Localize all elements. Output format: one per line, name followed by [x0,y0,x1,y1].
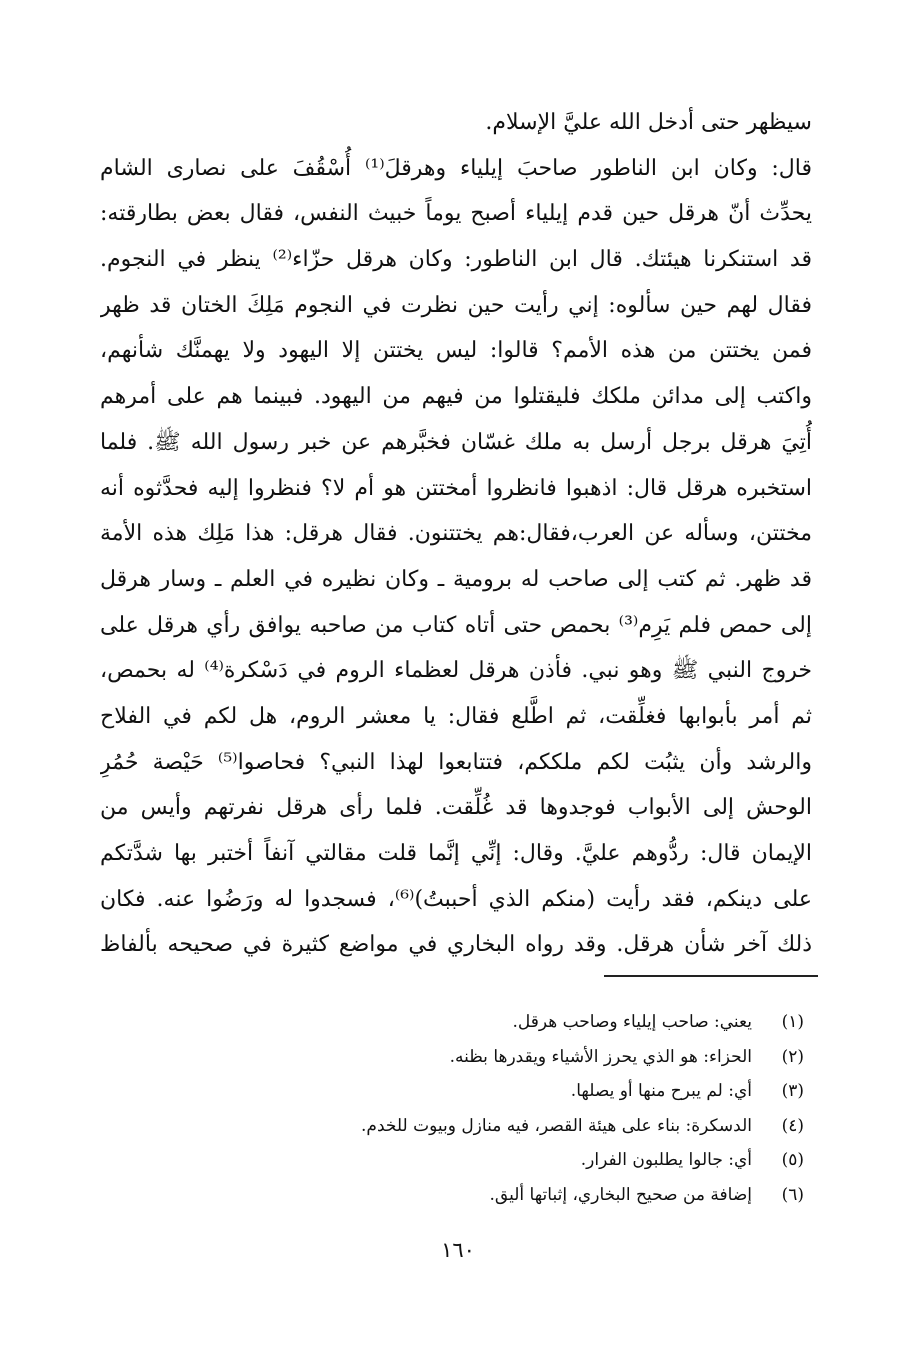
footnote-item [164,1178,804,1213]
text-line: فقال لهم حين سألوه: إني رأيت حين نظرت في النجوم مَلِكَ الختان قد ظهر [100,292,812,318]
text-line: قال: وكان ابن الناطور صاحبَ إيلياء وهرقلَ⁽¹⁾ أُسْقُفَ على نصارى الشام [100,155,812,181]
text-line: خروج النبي ﷺ وهو نبي. فأذن هرقل لعظماء الروم في دَسْكرة⁽⁴⁾ له بحمص، [100,658,812,684]
footnote-item [164,1074,804,1109]
main-text [100,100,812,968]
text-line: الإيمان قال: ردُّوهم عليَّ. وقال: إنِّي إنَّما قلت مقالتي آنفاً أختبر بها شدَّتكم [100,841,812,866]
footnote-text: الدسكرة: بناء على هيئة القصر، فيه منازل وبيوت للخدم. [361,1115,752,1136]
text-line: مختتن، وسأله عن العرب،فقال:هم يختتنون. فقال هرقل: هذا مَلِك هذه الأمة [100,521,812,547]
text-line: قد ظهر. ثم كتب إلى صاحب له برومية ـ وكان نظيره في العلم ـ وسار هرقل [100,566,812,592]
text-line: على دينكم، فقد رأيت (منكم الذي أحببتُ)⁽⁶⁾، فسجدوا له ورَضُوا عنه. فكان [100,886,812,912]
text-line: واكتب إلى مدائن ملكك فليقتلوا من فيهم من اليهود. فبينما هم على أمرهم [100,384,812,410]
text-line: إلى حمص فلم يَرِم⁽³⁾ بحمص حتى أتاه كتاب من صاحبه يوافق رأي هرقل على [100,612,812,638]
footnote-text: إضافة من صحيح البخاري، إثباتها أليق. [489,1184,752,1205]
footnote-item [164,1109,804,1144]
footnote-number: (٤) [781,1115,804,1136]
text-line: قد استنكرنا هيئتك. قال ابن الناطور: وكان هرقل حزّاء⁽²⁾ ينظر في النجوم. [100,247,812,273]
text-line: والرشد وأن يثبُت لكم ملككم، فتتابعوا لهذا النبي؟ فحاصوا⁽⁵⁾ حَيْصة حُمُرِ [100,749,812,775]
footnote-item [164,1040,804,1075]
text-line: أُتِيَ هرقل برجل أرسل به ملك غسّان فخبَّرهم عن خبر رسول الله ﷺ. فلما [100,429,812,455]
footnote-number: (٣) [781,1081,804,1101]
footnotes [164,1005,804,1212]
footnote-number: (٢) [781,1046,804,1067]
footnote-text: الحزاء: هو الذي يحرز الأشياء ويقدرها بظنه. [449,1046,752,1067]
footnote-item [164,1005,804,1040]
text-line: استخبره هرقل قال: اذهبوا فانظروا أمختتن هو أم لا؟ فنظروا إليه فحدَّثوه أنه [100,475,812,501]
text-line: سيظهر حتى أدخل الله عليَّ الإسلام. [485,110,812,135]
footnote-item [164,1143,804,1178]
footnote-separator [604,975,818,977]
text-line: ثم أمر بأبوابها فغلِّقت، ثم اطَّلع فقال: يا معشر الروم، هل لكم في الفلاح [100,703,812,729]
footnote-text: أي: جالوا يطلبون الفرار. [580,1150,752,1170]
text-line: ذلك آخر شأن هرقل. وقد رواه البخاري في مواضع كثيرة في صحيحه بألفاظ [100,932,812,958]
footnote-text: يعني: صاحب إيلياء وصاحب هرقل. [512,1012,752,1032]
footnote-number: (٦) [781,1184,804,1205]
text-line: الوحش إلى الأبواب فوجدوها قد غُلِّقت. فلما رأى هرقل نفرتهم وأيس من [100,795,812,821]
page-number: ١٦٠ [441,1238,475,1262]
footnote-text: أي: لم يبرح منها أو يصلها. [570,1081,752,1101]
text-line: فمن يختتن من هذه الأمم؟ قالوا: ليس يختتن إلا اليهود ولا يهمنَّك شأنهم، [100,338,812,364]
footnote-number: (١) [781,1012,804,1032]
text-line: يحدِّث أنّ هرقل حين قدم إيلياء أصبح يوماً خبيث النفس، فقال بعض بطارقته: [100,201,812,227]
footnote-number: (٥) [781,1150,804,1170]
